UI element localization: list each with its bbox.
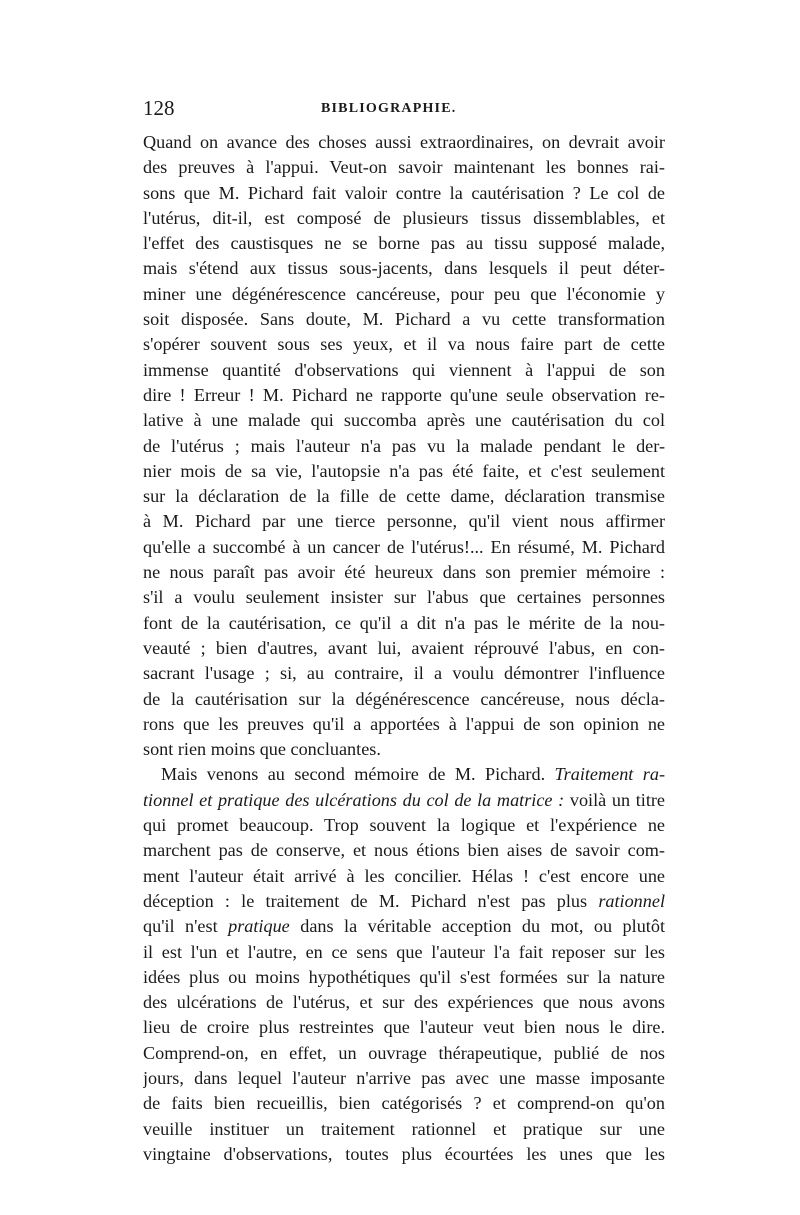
text-line: ne nous paraît pas avoir été heureux dans son premier mémoire :: [143, 562, 665, 583]
text-line: sur la déclaration de la fille de cette dame, déclaration transmise: [143, 486, 665, 507]
page-header: [143, 94, 665, 124]
text-line: de la cautérisation sur la dégénérescence cancéreuse, nous décla-: [143, 688, 665, 709]
text-line: il est l'un et l'autre, en ce sens que l'auteur l'a fait reposer sur les: [143, 941, 665, 962]
text-line: lative à une malade qui succomba après une cautérisation du col: [143, 410, 665, 431]
text-line: l'utérus, dit-il, est composé de plusieurs tissus dissemblables, et: [143, 207, 665, 228]
italic-title-text: tionnel et pratique des ulcérations du col de la matrice :: [143, 789, 565, 810]
italic-title-text: pratique: [228, 916, 290, 937]
text-line: marchent pas de conserve, et nous étions bien aises de savoir com-: [143, 840, 665, 861]
text-line: soit disposée. Sans doute, M. Pichard a vu cette transformation: [143, 309, 665, 330]
text-line: qui promet beaucoup. Trop souvent la logique et l'expérience ne: [143, 815, 665, 836]
text-line: des ulcérations de l'utérus, et sur des expériences que nous avons: [143, 992, 665, 1013]
text-line: à M. Pichard par une tierce personne, qu'il vient nous affirmer: [143, 511, 665, 532]
text-line: mais s'étend aux tissus sous-jacents, dans lesquels il peut déter-: [143, 258, 665, 279]
text-line: qu'il n'est pratique dans la véritable acception du mot, ou plutôt: [143, 916, 665, 937]
text-line: déception : le traitement de M. Pichard n'est pas plus rationnel: [143, 890, 665, 911]
text-line: s'il a voulu seulement insister sur l'abus que certaines personnes: [143, 587, 665, 608]
paragraph-start-line: Mais venons au second mémoire de M. Pichard. Traitement ra-: [161, 764, 665, 785]
text-line: qu'elle a succombé à un cancer de l'utérus!... En résumé, M. Pichard: [143, 536, 665, 557]
italic-title-text: Traitement ra-: [554, 764, 665, 785]
text-line: veuille instituer un traitement rationnel et pratique sur une: [143, 1118, 665, 1139]
text-line: des preuves à l'appui. Veut-on savoir maintenant les bonnes rai-: [143, 157, 665, 178]
text-line: de faits bien recueillis, bien catégorisés ? et comprend-on qu'on: [143, 1093, 665, 1114]
text-line: Comprend-on, en effet, un ouvrage thérapeutique, publié de nos: [143, 1042, 665, 1063]
paragraph-end-line: sont rien moins que concluantes.: [143, 739, 381, 760]
text-line: dire ! Erreur ! M. Pichard ne rapporte qu'une seule observation re-: [143, 384, 665, 405]
text-line: lieu de croire plus restreintes que l'auteur veut bien nous le dire.: [143, 1017, 665, 1038]
text-line: jours, dans lequel l'auteur n'arrive pas avec une masse imposante: [143, 1067, 665, 1088]
text-line: idées plus ou moins hypothétiques qu'il s'est formées sur la nature: [143, 966, 665, 987]
text-line: sacrant l'usage ; si, au contraire, il a voulu démontrer l'influence: [143, 663, 665, 684]
text-line: Quand on avance des choses aussi extraordinaires, on devrait avoir: [143, 132, 665, 152]
page-number: 128: [143, 96, 175, 120]
text-line: miner une dégénérescence cancéreuse, pour peu que l'économie y: [143, 283, 665, 304]
italic-title-text: rationnel: [598, 890, 665, 911]
text-line: ment l'auteur était arrivé à les concilier. Hélas ! c'est encore une: [143, 865, 665, 886]
text-line: de l'utérus ; mais l'auteur n'a pas vu la malade pendant le der-: [143, 435, 665, 456]
text-line: rons que les preuves qu'il a apportées à l'appui de son opinion ne: [143, 713, 665, 734]
text-line: sons que M. Pichard fait valoir contre la cautérisation ? Le col de: [143, 182, 665, 203]
text-line: l'effet des caustisques ne se borne pas au tissu supposé malade,: [143, 233, 665, 254]
text-line: s'opérer souvent sous ses yeux, et il va nous faire part de cette: [143, 334, 665, 355]
text-line: veauté ; bien d'autres, avant lui, avaient réprouvé l'abus, en con-: [143, 637, 665, 658]
running-title: BIBLIOGRAPHIE.: [321, 101, 457, 116]
text-line: immense quantité d'observations qui viennent à l'appui de son: [143, 359, 665, 380]
body-text: [143, 130, 665, 1167]
text-line: font de la cautérisation, ce qu'il a dit n'a pas le mérite de la nou-: [143, 612, 665, 633]
text-line: nier mois de sa vie, l'autopsie n'a pas été faite, et c'est seulement: [143, 460, 665, 481]
text-line: tionnel et pratique des ulcérations du col de la matrice : voilà un titre: [143, 789, 665, 810]
text-line: vingtaine d'observations, toutes plus écourtées les unes que les: [143, 1143, 665, 1164]
